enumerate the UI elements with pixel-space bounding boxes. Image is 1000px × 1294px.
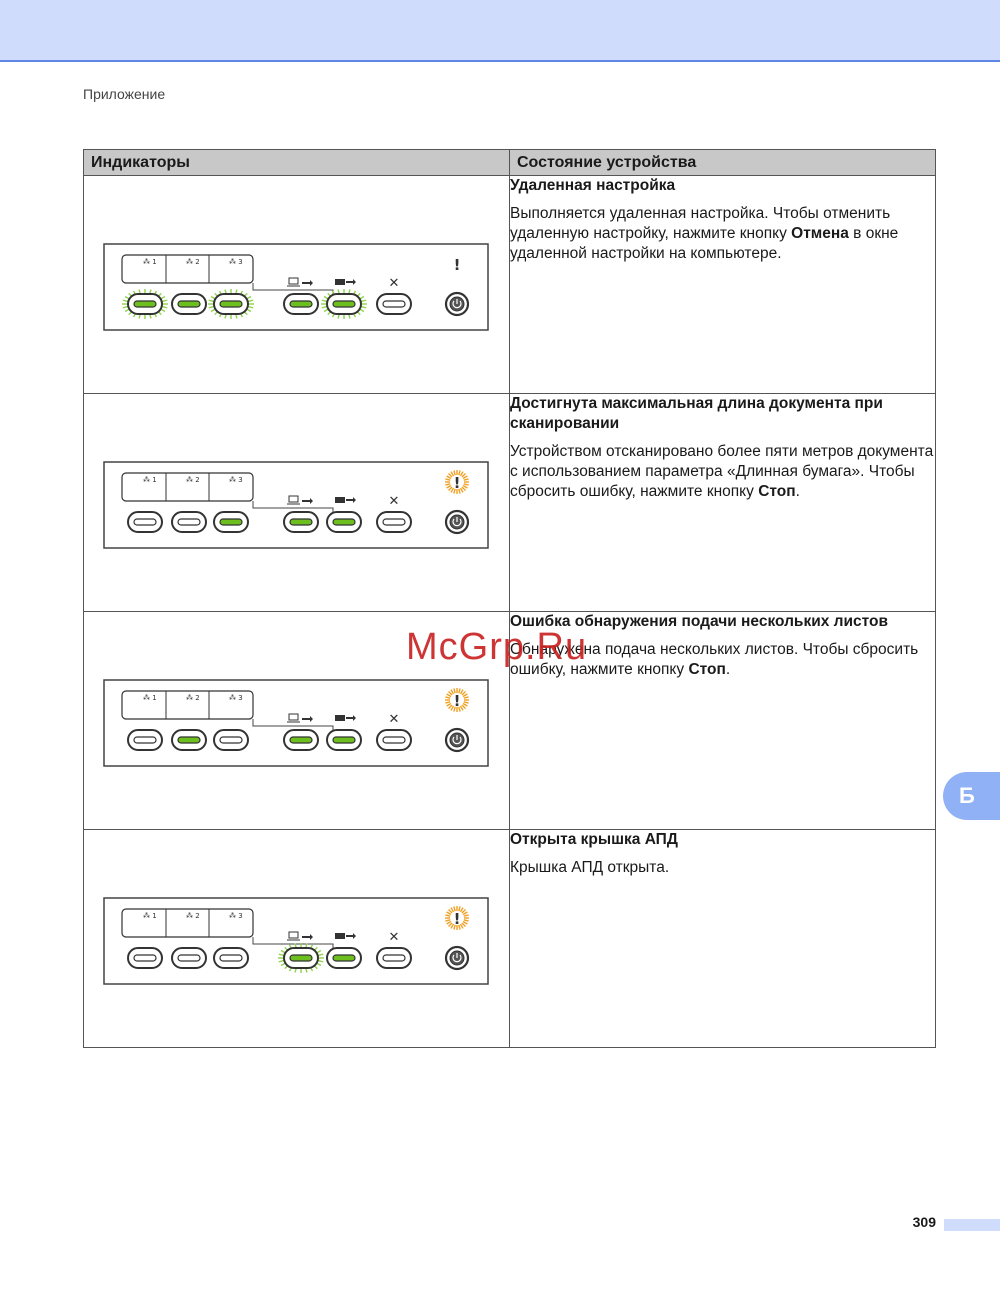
slot-label-2: ⁂ 2 [186, 694, 200, 702]
state-description: Крышка АПД открыта. [510, 859, 670, 876]
cancel-icon: ✕ [388, 712, 400, 727]
led-button-4 [278, 943, 324, 973]
warning-icon [445, 688, 469, 712]
warning-icon [454, 256, 461, 274]
warning-symbol: ! [453, 256, 461, 274]
table-row [84, 830, 936, 1048]
col-indicators-header: Индикаторы [84, 150, 510, 176]
led-button-6 [377, 730, 411, 750]
state-title: Ошибка обнаружения подачи нескольких листов [510, 613, 889, 630]
led-button-5 [321, 289, 367, 319]
state-description: Обнаружена подача нескольких листов. Чтобы сбросить ошибку, нажмите кнопку Стоп. [510, 641, 919, 678]
slot-label-3: ⁂ 3 [229, 694, 243, 702]
led-button-1 [128, 948, 162, 968]
slot-label-1: ⁂ 1 [143, 694, 157, 702]
led-button-1 [122, 289, 168, 319]
led-button-3 [208, 289, 254, 319]
led-button-5 [327, 512, 361, 532]
led-button-5 [327, 948, 361, 968]
cancel-icon: ✕ [388, 930, 400, 945]
control-panel-diagram [103, 897, 489, 985]
slot-label-2: ⁂ 2 [186, 476, 200, 484]
slot-label-1: ⁂ 1 [143, 912, 157, 920]
state-title: Открыта крышка АПД [510, 831, 678, 848]
state-cell [510, 176, 936, 394]
indicator-cell [84, 394, 510, 612]
warning-symbol: ! [453, 692, 461, 710]
led-button-4 [284, 730, 318, 750]
page-number-bar [944, 1219, 1000, 1231]
slot-label-2: ⁂ 2 [186, 912, 200, 920]
led-button-1 [128, 730, 162, 750]
led-button-5 [327, 730, 361, 750]
table-header-row [84, 150, 936, 176]
slot-label-1: ⁂ 1 [143, 476, 157, 484]
led-button-2 [172, 948, 206, 968]
state-cell [510, 394, 936, 612]
led-button-6 [377, 294, 411, 314]
page-number: 309 [912, 1214, 936, 1230]
state-description: Выполняется удаленная настройка. Чтобы отменить удаленную настройку, нажмите кнопку Отмена в окне удаленной настройки на компьютере. [510, 205, 899, 262]
state-cell [510, 830, 936, 1048]
slot-label-1: ⁂ 1 [143, 258, 157, 266]
led-button-3 [214, 512, 248, 532]
led-button-3 [214, 730, 248, 750]
led-button-6 [377, 948, 411, 968]
indicator-table [83, 149, 936, 1048]
warning-icon [445, 470, 469, 494]
led-button-2 [172, 294, 206, 314]
led-button-4 [284, 512, 318, 532]
watermark: McGrp.Ru [406, 626, 588, 668]
led-button-1 [128, 512, 162, 532]
control-panel-diagram [103, 243, 489, 331]
top-band [0, 0, 1000, 62]
table-row [84, 394, 936, 612]
power-button-icon [446, 947, 468, 969]
led-button-4 [284, 294, 318, 314]
control-panel-diagram [103, 679, 489, 767]
section-label: Приложение [83, 86, 166, 102]
led-button-2 [172, 512, 206, 532]
state-description: Устройством отсканировано более пяти метров документа с использованием параметра «Длинная бумага». Чтобы сбросить ошибку, нажмите кнопку Стоп. [510, 443, 934, 500]
slot-label-3: ⁂ 3 [229, 476, 243, 484]
cancel-icon: ✕ [388, 494, 400, 509]
slot-label-3: ⁂ 3 [229, 258, 243, 266]
led-button-3 [214, 948, 248, 968]
warning-symbol: ! [453, 474, 461, 492]
control-panel-diagram [103, 461, 489, 549]
led-button-2 [172, 730, 206, 750]
col-state-header: Состояние устройства [510, 150, 936, 176]
indicator-cell [84, 176, 510, 394]
warning-symbol: ! [453, 910, 461, 928]
slot-label-3: ⁂ 3 [229, 912, 243, 920]
indicator-cell [84, 830, 510, 1048]
state-title: Достигнута максимальная длина документа при сканировании [510, 395, 883, 432]
power-button-icon [446, 293, 468, 315]
state-title: Удаленная настройка [510, 177, 676, 194]
led-button-6 [377, 512, 411, 532]
appendix-side-tab: Б [943, 772, 1000, 820]
warning-icon [445, 906, 469, 930]
power-button-icon [446, 729, 468, 751]
power-button-icon [446, 511, 468, 533]
cancel-icon: ✕ [388, 276, 400, 291]
table-row [84, 176, 936, 394]
slot-label-2: ⁂ 2 [186, 258, 200, 266]
